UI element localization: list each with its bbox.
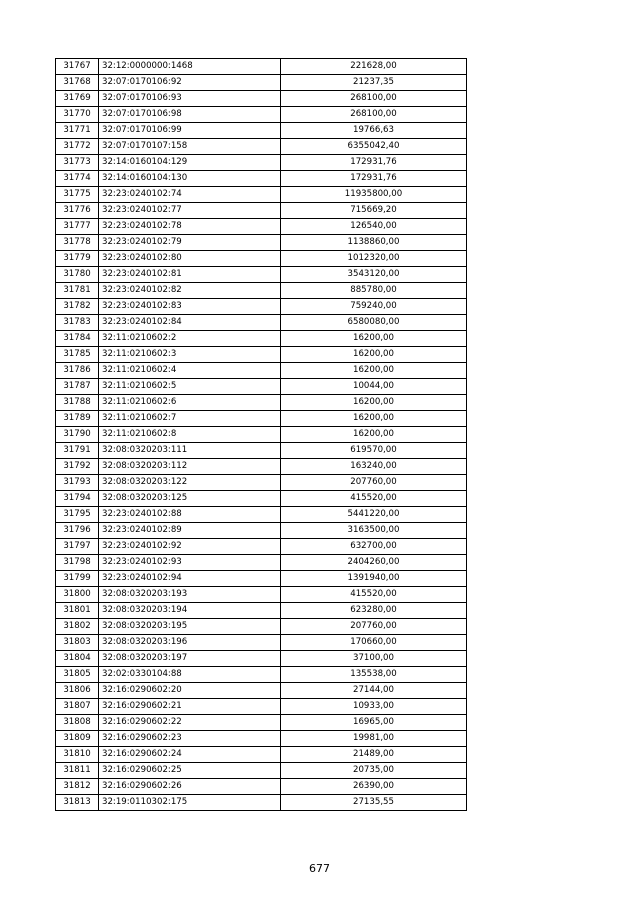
table-row	[56, 267, 467, 283]
row-number-cell: 31813	[56, 795, 99, 811]
row-number-cell: 31785	[56, 347, 99, 363]
table-row	[56, 347, 467, 363]
row-number-cell: 31806	[56, 683, 99, 699]
row-number-cell: 31767	[56, 59, 99, 75]
cadastral-value-cell: 619570,00	[281, 443, 467, 459]
cadastral-value-cell: 3163500,00	[281, 523, 467, 539]
cadastral-value-cell: 172931,76	[281, 171, 467, 187]
row-number-cell: 31791	[56, 443, 99, 459]
cadastral-number-cell: 32:08:0320203:193	[99, 587, 281, 603]
row-number-cell: 31775	[56, 187, 99, 203]
table-row	[56, 491, 467, 507]
cadastral-number-cell: 32:07:0170107:158	[99, 139, 281, 155]
cadastral-number-cell: 32:23:0240102:84	[99, 315, 281, 331]
row-number-cell: 31799	[56, 571, 99, 587]
cadastral-value-cell: 207760,00	[281, 619, 467, 635]
table-row	[56, 667, 467, 683]
cadastral-value-cell: 16200,00	[281, 331, 467, 347]
cadastral-value-cell: 1391940,00	[281, 571, 467, 587]
row-number-cell: 31782	[56, 299, 99, 315]
table-row	[56, 171, 467, 187]
cadastral-value-cell: 2404260,00	[281, 555, 467, 571]
row-number-cell: 31771	[56, 123, 99, 139]
cadastral-number-cell: 32:11:0210602:3	[99, 347, 281, 363]
cadastral-number-cell: 32:14:0160104:130	[99, 171, 281, 187]
table-row	[56, 443, 467, 459]
table-row	[56, 699, 467, 715]
row-number-cell: 31796	[56, 523, 99, 539]
table-row	[56, 187, 467, 203]
table-row	[56, 155, 467, 171]
cadastral-number-cell: 32:23:0240102:93	[99, 555, 281, 571]
cadastral-number-cell: 32:07:0170106:92	[99, 75, 281, 91]
table-row	[56, 299, 467, 315]
row-number-cell: 31811	[56, 763, 99, 779]
table-row	[56, 283, 467, 299]
row-number-cell: 31808	[56, 715, 99, 731]
table-row	[56, 459, 467, 475]
cadastral-number-cell: 32:08:0320203:194	[99, 603, 281, 619]
cadastral-number-cell: 32:23:0240102:80	[99, 251, 281, 267]
cadastral-number-cell: 32:11:0210602:4	[99, 363, 281, 379]
row-number-cell: 31792	[56, 459, 99, 475]
cadastral-value-cell: 11935800,00	[281, 187, 467, 203]
table-row	[56, 539, 467, 555]
cadastral-value-cell: 715669,20	[281, 203, 467, 219]
cadastral-value-cell: 126540,00	[281, 219, 467, 235]
cadastral-value-cell: 632700,00	[281, 539, 467, 555]
table-row	[56, 315, 467, 331]
cadastral-number-cell: 32:11:0210602:6	[99, 395, 281, 411]
cadastral-value-cell: 5441220,00	[281, 507, 467, 523]
cadastral-number-cell: 32:16:0290602:21	[99, 699, 281, 715]
cadastral-number-cell: 32:08:0320203:197	[99, 651, 281, 667]
cadastral-number-cell: 32:07:0170106:93	[99, 91, 281, 107]
row-number-cell: 31778	[56, 235, 99, 251]
cadastral-value-cell: 27144,00	[281, 683, 467, 699]
row-number-cell: 31801	[56, 603, 99, 619]
cadastral-number-cell: 32:11:0210602:8	[99, 427, 281, 443]
cadastral-value-cell: 21237,35	[281, 75, 467, 91]
cadastral-number-cell: 32:23:0240102:79	[99, 235, 281, 251]
cadastral-number-cell: 32:19:0110302:175	[99, 795, 281, 811]
row-number-cell: 31789	[56, 411, 99, 427]
row-number-cell: 31803	[56, 635, 99, 651]
row-number-cell: 31769	[56, 91, 99, 107]
table-row	[56, 107, 467, 123]
cadastral-number-cell: 32:14:0160104:129	[99, 155, 281, 171]
cadastral-value-cell: 6580080,00	[281, 315, 467, 331]
cadastral-number-cell: 32:23:0240102:89	[99, 523, 281, 539]
cadastral-value-table	[55, 58, 467, 811]
row-number-cell: 31798	[56, 555, 99, 571]
table-row	[56, 779, 467, 795]
cadastral-number-cell: 32:08:0320203:111	[99, 443, 281, 459]
cadastral-number-cell: 32:16:0290602:24	[99, 747, 281, 763]
cadastral-value-cell: 19766,63	[281, 123, 467, 139]
row-number-cell: 31812	[56, 779, 99, 795]
cadastral-number-cell: 32:23:0240102:78	[99, 219, 281, 235]
cadastral-value-cell: 27135,55	[281, 795, 467, 811]
row-number-cell: 31773	[56, 155, 99, 171]
table-row	[56, 571, 467, 587]
cadastral-number-cell: 32:11:0210602:2	[99, 331, 281, 347]
cadastral-number-cell: 32:02:0330104:88	[99, 667, 281, 683]
cadastral-number-cell: 32:23:0240102:82	[99, 283, 281, 299]
row-number-cell: 31805	[56, 667, 99, 683]
cadastral-number-cell: 32:23:0240102:77	[99, 203, 281, 219]
cadastral-number-cell: 32:16:0290602:25	[99, 763, 281, 779]
cadastral-value-cell: 16200,00	[281, 395, 467, 411]
cadastral-number-cell: 32:08:0320203:125	[99, 491, 281, 507]
table-row	[56, 475, 467, 491]
cadastral-value-cell: 1012320,00	[281, 251, 467, 267]
row-number-cell: 31793	[56, 475, 99, 491]
row-number-cell: 31770	[56, 107, 99, 123]
table-row	[56, 683, 467, 699]
table-row	[56, 731, 467, 747]
row-number-cell: 31802	[56, 619, 99, 635]
cadastral-value-cell: 37100,00	[281, 651, 467, 667]
cadastral-value-cell: 16200,00	[281, 347, 467, 363]
row-number-cell: 31772	[56, 139, 99, 155]
table-row	[56, 203, 467, 219]
row-number-cell: 31795	[56, 507, 99, 523]
table-row	[56, 235, 467, 251]
table-row	[56, 411, 467, 427]
cadastral-number-cell: 32:07:0170106:98	[99, 107, 281, 123]
table-row	[56, 651, 467, 667]
cadastral-value-cell: 16200,00	[281, 411, 467, 427]
row-number-cell: 31786	[56, 363, 99, 379]
cadastral-value-cell: 415520,00	[281, 491, 467, 507]
row-number-cell: 31807	[56, 699, 99, 715]
table-row	[56, 427, 467, 443]
cadastral-value-cell: 623280,00	[281, 603, 467, 619]
cadastral-number-cell: 32:23:0240102:94	[99, 571, 281, 587]
table-row	[56, 715, 467, 731]
page-number: 677	[309, 862, 330, 875]
cadastral-value-cell: 26390,00	[281, 779, 467, 795]
cadastral-number-cell: 32:11:0210602:5	[99, 379, 281, 395]
row-number-cell: 31777	[56, 219, 99, 235]
table-row	[56, 395, 467, 411]
cadastral-value-cell: 16200,00	[281, 427, 467, 443]
table-row	[56, 379, 467, 395]
cadastral-value-cell: 20735,00	[281, 763, 467, 779]
cadastral-value-cell: 6355042,40	[281, 139, 467, 155]
row-number-cell: 31779	[56, 251, 99, 267]
cadastral-value-cell: 221628,00	[281, 59, 467, 75]
table-row	[56, 747, 467, 763]
cadastral-number-cell: 32:08:0320203:195	[99, 619, 281, 635]
cadastral-number-cell: 32:23:0240102:74	[99, 187, 281, 203]
cadastral-number-cell: 32:08:0320203:196	[99, 635, 281, 651]
cadastral-value-cell: 163240,00	[281, 459, 467, 475]
cadastral-value-cell: 268100,00	[281, 91, 467, 107]
table-row	[56, 331, 467, 347]
row-number-cell: 31794	[56, 491, 99, 507]
cadastral-value-cell: 172931,76	[281, 155, 467, 171]
cadastral-number-cell: 32:08:0320203:122	[99, 475, 281, 491]
cadastral-number-cell: 32:16:0290602:26	[99, 779, 281, 795]
table-row	[56, 587, 467, 603]
table-row	[56, 139, 467, 155]
cadastral-number-cell: 32:23:0240102:83	[99, 299, 281, 315]
row-number-cell: 31787	[56, 379, 99, 395]
table-row	[56, 251, 467, 267]
cadastral-number-cell: 32:07:0170106:99	[99, 123, 281, 139]
cadastral-number-cell: 32:23:0240102:92	[99, 539, 281, 555]
row-number-cell: 31788	[56, 395, 99, 411]
cadastral-value-cell: 10933,00	[281, 699, 467, 715]
row-number-cell: 31804	[56, 651, 99, 667]
table-row	[56, 75, 467, 91]
cadastral-number-cell: 32:23:0240102:88	[99, 507, 281, 523]
cadastral-value-cell: 21489,00	[281, 747, 467, 763]
row-number-cell: 31800	[56, 587, 99, 603]
cadastral-value-cell: 1138860,00	[281, 235, 467, 251]
cadastral-value-cell: 207760,00	[281, 475, 467, 491]
row-number-cell: 31810	[56, 747, 99, 763]
cadastral-number-cell: 32:16:0290602:20	[99, 683, 281, 699]
cadastral-number-cell: 32:16:0290602:22	[99, 715, 281, 731]
cadastral-number-cell: 32:12:0000000:1468	[99, 59, 281, 75]
cadastral-number-cell: 32:23:0240102:81	[99, 267, 281, 283]
table-row	[56, 507, 467, 523]
row-number-cell: 31784	[56, 331, 99, 347]
cadastral-number-cell: 32:08:0320203:112	[99, 459, 281, 475]
row-number-cell: 31809	[56, 731, 99, 747]
table-row	[56, 763, 467, 779]
cadastral-value-cell: 16200,00	[281, 363, 467, 379]
table-row	[56, 123, 467, 139]
table-row	[56, 59, 467, 75]
table-row	[56, 219, 467, 235]
table-row	[56, 795, 467, 811]
row-number-cell: 31797	[56, 539, 99, 555]
cadastral-value-cell: 268100,00	[281, 107, 467, 123]
table-row	[56, 363, 467, 379]
cadastral-value-cell: 135538,00	[281, 667, 467, 683]
cadastral-value-cell: 415520,00	[281, 587, 467, 603]
cadastral-value-cell: 759240,00	[281, 299, 467, 315]
cadastral-value-cell: 885780,00	[281, 283, 467, 299]
row-number-cell: 31790	[56, 427, 99, 443]
cadastral-number-cell: 32:11:0210602:7	[99, 411, 281, 427]
cadastral-value-cell: 19981,00	[281, 731, 467, 747]
row-number-cell: 31783	[56, 315, 99, 331]
row-number-cell: 31768	[56, 75, 99, 91]
cadastral-value-cell: 170660,00	[281, 635, 467, 651]
table-row	[56, 619, 467, 635]
row-number-cell: 31776	[56, 203, 99, 219]
table-row	[56, 91, 467, 107]
table-row	[56, 555, 467, 571]
row-number-cell: 31781	[56, 283, 99, 299]
table-row	[56, 523, 467, 539]
table-row	[56, 635, 467, 651]
cadastral-value-cell: 3543120,00	[281, 267, 467, 283]
table-row	[56, 603, 467, 619]
cadastral-number-cell: 32:16:0290602:23	[99, 731, 281, 747]
row-number-cell: 31780	[56, 267, 99, 283]
row-number-cell: 31774	[56, 171, 99, 187]
cadastral-value-cell: 10044,00	[281, 379, 467, 395]
cadastral-value-cell: 16965,00	[281, 715, 467, 731]
table-body	[56, 59, 467, 811]
